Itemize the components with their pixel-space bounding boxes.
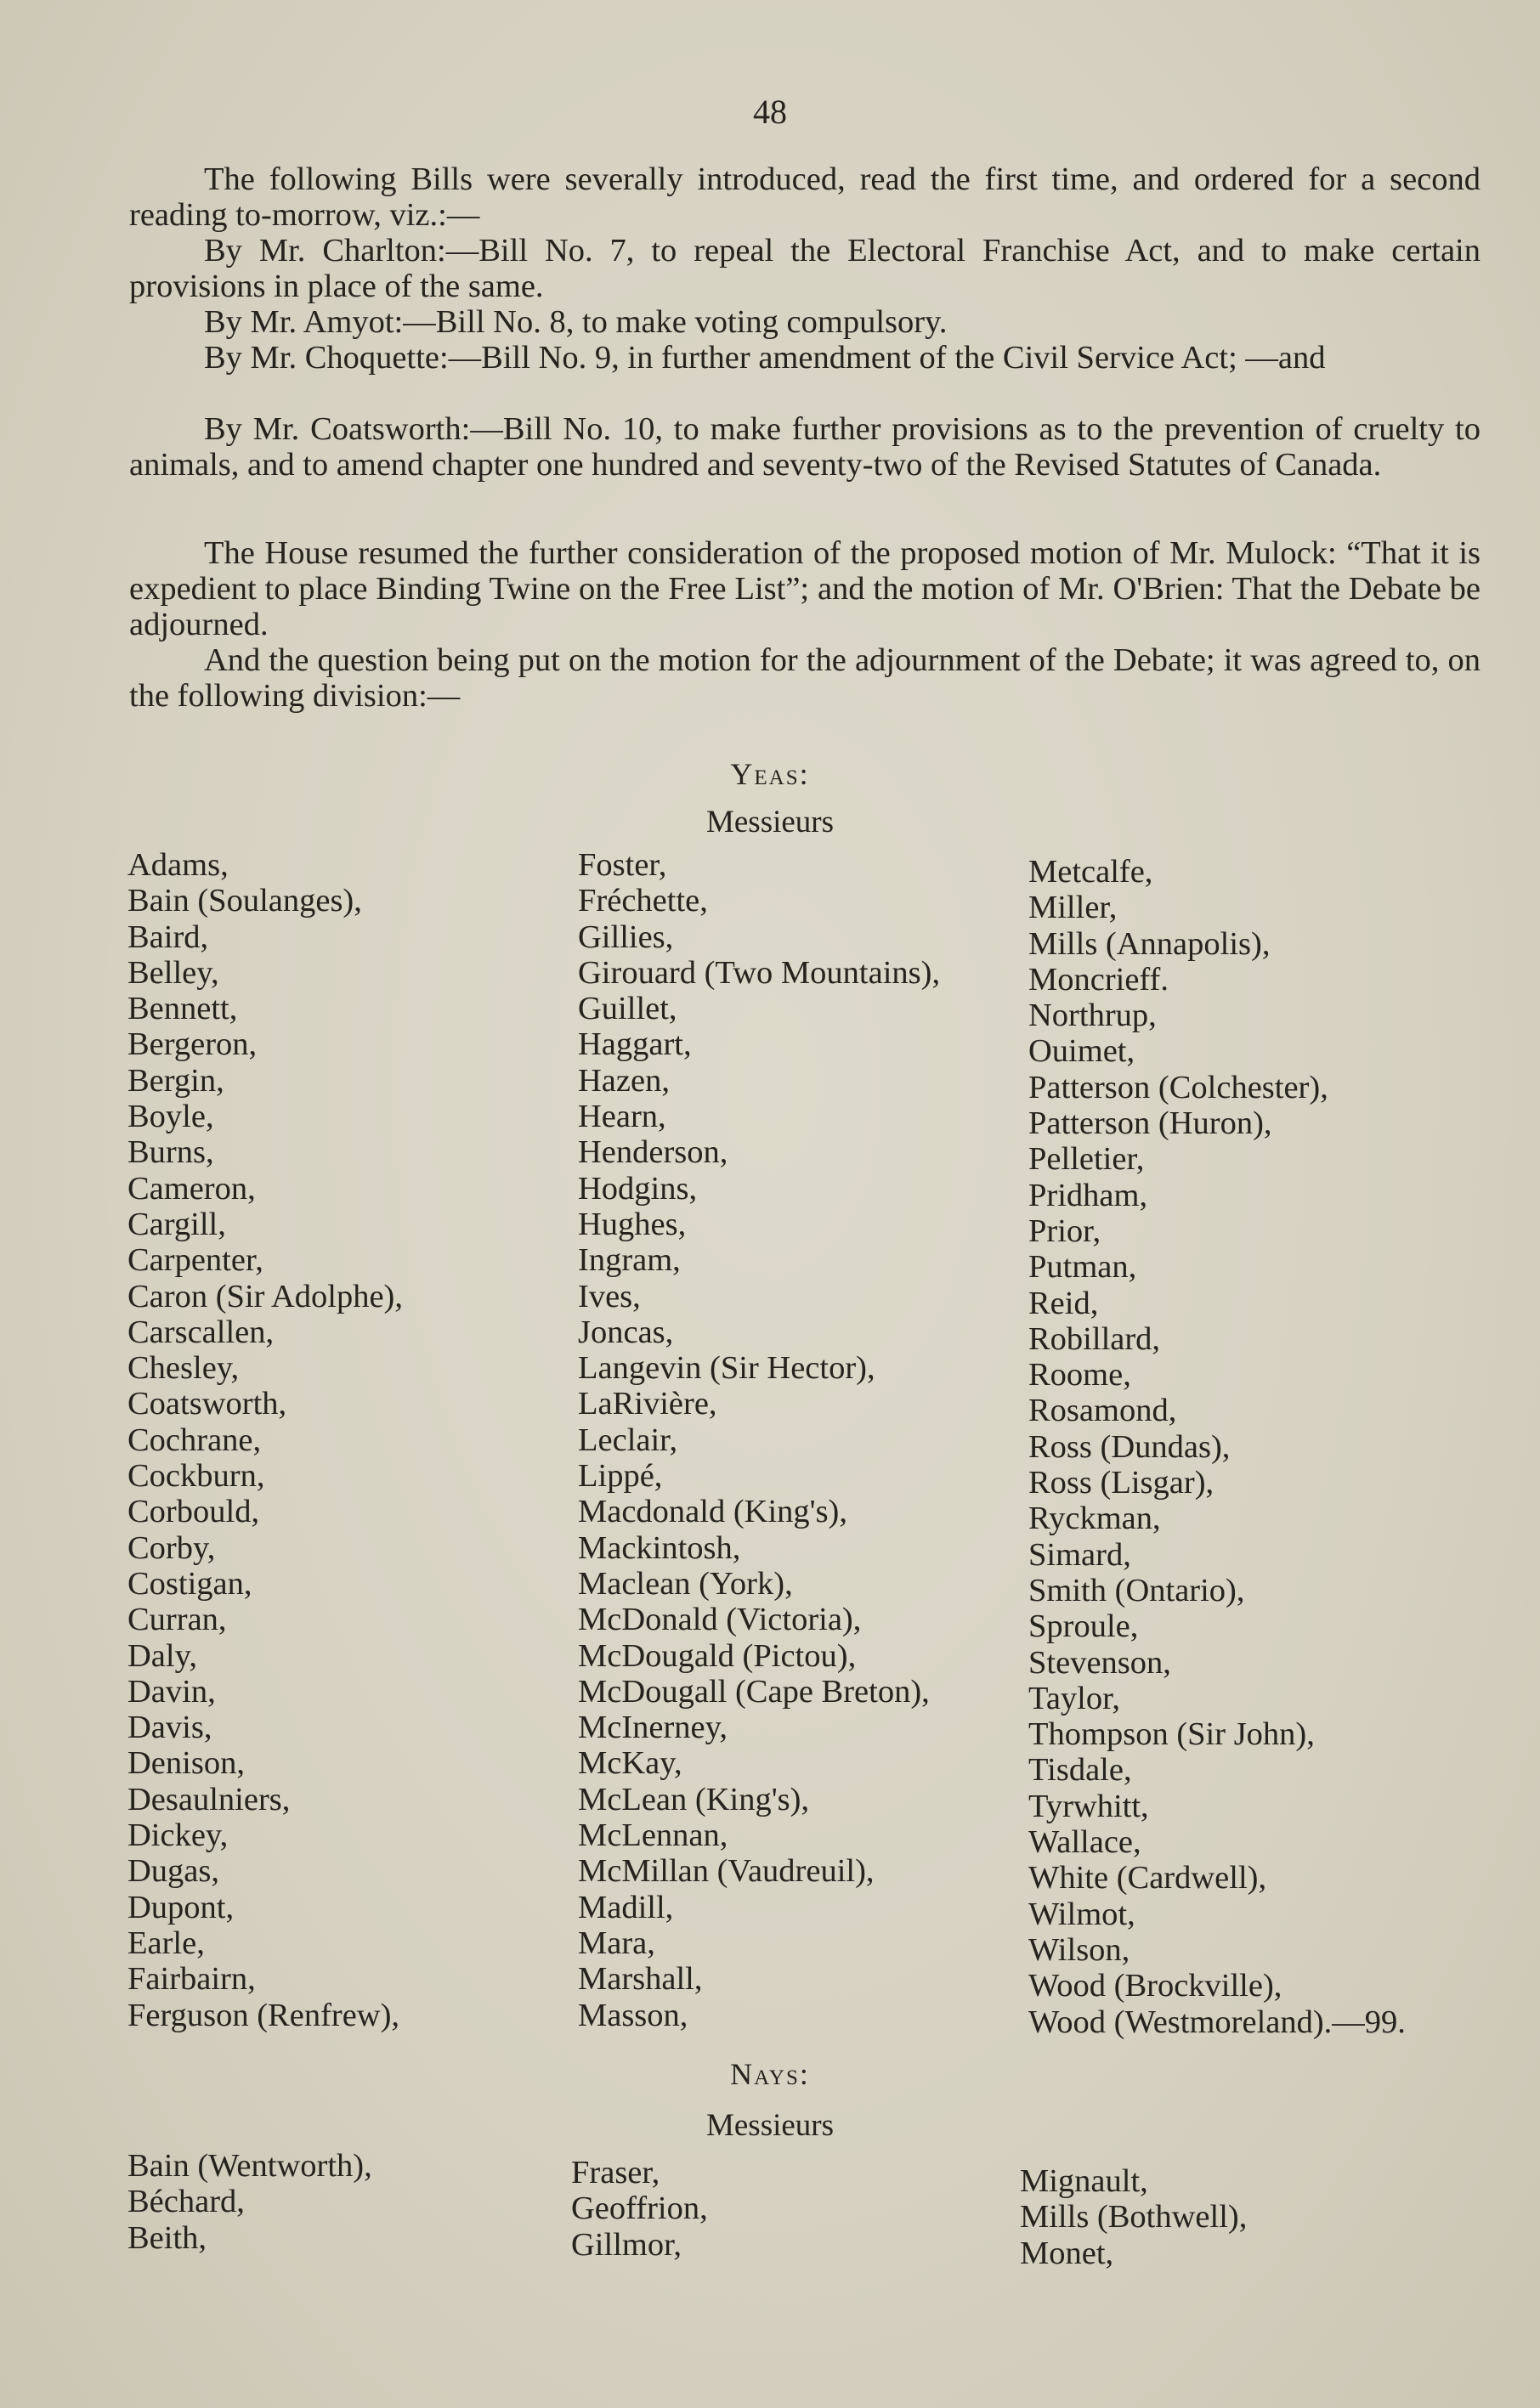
member-name: Ryckman, (1028, 1501, 1161, 1537)
member-name: McLennan, (578, 1817, 728, 1854)
member-name: Dickey, (127, 1817, 229, 1854)
member-name: Sproule, (1028, 1608, 1139, 1645)
member-name: Corbould, (127, 1494, 260, 1530)
member-name: Burns, (127, 1134, 214, 1171)
member-name: Davin, (127, 1673, 216, 1710)
member-name: Mackintosh, (578, 1529, 741, 1566)
member-name: Carpenter, (127, 1242, 263, 1279)
member-name: Denison, (127, 1745, 245, 1782)
member-name: Girouard (Two Mountains), (578, 954, 941, 991)
member-name: Chesley, (127, 1350, 240, 1387)
paragraph-house-resumed: The House resumed the further consideration of the proposed motion of Mr. Mulock: “That it is expedient to place Binding Twine on the Free List”; and the motion of Mr. O'Brien: That the Debate be adjourned. (129, 535, 1481, 642)
paragraph-bill-10: By Mr. Coatsworth:—Bill No. 10, to make further provisions as to the prevention of cruelty to animals, and to amend chapter one hundred and seventy-two of the Revised Statutes of Canada. (129, 411, 1481, 483)
member-name: Béchard, (127, 2184, 245, 2220)
member-name: Hearn, (578, 1099, 666, 1135)
member-name: Coatsworth, (127, 1386, 287, 1422)
member-name: Monet, (1020, 2235, 1114, 2271)
yeas-column-2 (578, 847, 940, 2033)
member-name: Pelletier, (1028, 1141, 1145, 1178)
member-name: Madill, (578, 1889, 674, 1925)
member-name: Earle, (127, 1925, 205, 1961)
paragraph-question-put: And the question being put on the motion for the adjournment of the Debate; it was agreed to, on the following division:— (129, 642, 1481, 714)
paragraph-bill-7: By Mr. Charlton:—Bill No. 7, to repeal the Electoral Franchise Act, and to make certain provisions in place of the same. (129, 233, 1481, 304)
member-name: Henderson, (578, 1134, 728, 1171)
member-name: Curran, (127, 1602, 227, 1638)
nays-messieurs: Messieurs (705, 2108, 835, 2143)
member-name: Ives, (578, 1278, 641, 1314)
member-name: McDonald (Victoria), (578, 1602, 862, 1638)
member-name: Ingram, (578, 1242, 681, 1279)
yeas-column-1 (127, 847, 403, 2033)
member-name: Ferguson (Renfrew), (127, 1997, 400, 2033)
member-name: Fairbairn, (127, 1961, 256, 1998)
member-name: Baird, (127, 919, 209, 955)
member-name: Tisdale, (1028, 1752, 1132, 1789)
member-name: Patterson (Colchester), (1028, 1069, 1328, 1105)
member-name: Mara, (578, 1925, 655, 1961)
member-name: Belley, (127, 954, 219, 991)
member-name: Mignault, (1020, 2163, 1148, 2199)
member-name: Adams, (127, 847, 229, 883)
member-name: Roome, (1028, 1357, 1131, 1393)
member-name: Miller, (1028, 890, 1118, 926)
member-name: Masson, (578, 1997, 688, 2033)
member-name: Thompson (Sir John), (1028, 1716, 1315, 1753)
member-name: Simard, (1028, 1536, 1131, 1573)
member-name: Lippé, (578, 1458, 663, 1495)
member-name: Ross (Dundas), (1028, 1428, 1231, 1465)
member-name: Cockburn, (127, 1458, 265, 1495)
member-name: McMillan (Vaudreuil), (578, 1853, 875, 1890)
member-name: Geoffrion, (571, 2190, 708, 2227)
member-name: Putman, (1028, 1249, 1137, 1286)
member-name: Costigan, (127, 1565, 252, 1602)
member-name: Wilson, (1028, 1931, 1130, 1968)
member-name: Prior, (1028, 1212, 1101, 1249)
member-name: Hodgins, (578, 1170, 698, 1207)
nays-column-3 (1020, 2163, 1247, 2271)
member-name: Bennett, (127, 991, 238, 1027)
member-name: Dupont, (127, 1889, 235, 1925)
nays-heading: Nays: (730, 2057, 810, 2091)
member-name: Taylor, (1028, 1680, 1121, 1716)
member-name: McInerney, (578, 1710, 728, 1746)
member-name: Boyle, (127, 1099, 214, 1135)
member-name: Cargill, (127, 1206, 226, 1242)
yeas-messieurs: Messieurs (705, 805, 835, 839)
member-name: Guillet, (578, 991, 677, 1027)
member-name: Beith, (127, 2219, 207, 2256)
nays-column-1 (127, 2148, 372, 2256)
member-name: Gillmor, (571, 2226, 682, 2263)
member-name: Langevin (Sir Hector), (578, 1350, 875, 1387)
member-name: Haggart, (578, 1026, 692, 1063)
yeas-heading: Yeas: (730, 757, 810, 791)
member-name: Carscallen, (127, 1314, 275, 1350)
member-name: Mills (Annapolis), (1028, 925, 1271, 962)
page-number: 48 (753, 93, 787, 131)
member-name: Wood (Brockville), (1028, 1968, 1282, 2004)
member-name: Patterson (Huron), (1028, 1105, 1272, 1142)
member-name: White (Cardwell), (1028, 1860, 1267, 1896)
member-name: Ross (Lisgar), (1028, 1465, 1214, 1501)
member-name: McKay, (578, 1745, 682, 1782)
member-name: Hughes, (578, 1206, 687, 1242)
member-name: Caron (Sir Adolphe), (127, 1278, 403, 1314)
member-name: McDougall (Cape Breton), (578, 1673, 930, 1710)
member-name: Smith (Ontario), (1028, 1572, 1245, 1608)
member-name: Bergin, (127, 1062, 224, 1099)
member-name: Davis, (127, 1710, 212, 1746)
member-name: Daly, (127, 1637, 197, 1674)
member-name: Hazen, (578, 1062, 670, 1099)
member-name: Corby, (127, 1529, 216, 1566)
member-name: Cochrane, (127, 1422, 262, 1458)
member-name: Reid, (1028, 1285, 1099, 1321)
member-name: Bain (Soulanges), (127, 883, 362, 919)
member-name: Dugas, (127, 1853, 219, 1890)
paragraph-bill-8: By Mr. Amyot:—Bill No. 8, to make voting compulsory. (204, 304, 948, 340)
member-name: Stevenson, (1028, 1644, 1171, 1681)
paragraph-bills-intro: The following Bills were severally introduced, read the first time, and ordered for a second reading to-morrow, viz.:— (129, 161, 1481, 233)
member-name: Desaulniers, (127, 1781, 291, 1817)
member-name: LaRivière, (578, 1386, 717, 1422)
member-name: Wallace, (1028, 1824, 1141, 1861)
member-name: Ouimet, (1028, 1033, 1135, 1070)
member-name: Wilmot, (1028, 1896, 1135, 1932)
yeas-column-3 (1028, 854, 1406, 2040)
member-name: Fréchette, (578, 883, 708, 919)
member-name: Tyrwhitt, (1028, 1788, 1149, 1824)
member-name: Moncrieff. (1028, 961, 1169, 998)
member-name: Gillies, (578, 919, 674, 955)
member-name: Marshall, (578, 1961, 703, 1998)
member-name: Bergeron, (127, 1026, 258, 1063)
member-name: Pridham, (1028, 1177, 1148, 1213)
member-name: Wood (Westmoreland).—99. (1028, 2004, 1406, 2040)
member-name: Maclean (York), (578, 1565, 793, 1602)
member-name: Robillard, (1028, 1320, 1161, 1357)
member-name: McDougald (Pictou), (578, 1637, 857, 1674)
member-name: Mills (Bothwell), (1020, 2199, 1248, 2236)
member-name: Northrup, (1028, 998, 1157, 1034)
paragraph-bill-9: By Mr. Choquette:—Bill No. 9, in further amendment of the Civil Service Act; —and (204, 340, 1326, 376)
member-name: Leclair, (578, 1422, 678, 1458)
member-name: Fraser, (571, 2155, 660, 2190)
member-name: Foster, (578, 847, 667, 883)
member-name: Macdonald (King's), (578, 1494, 848, 1530)
member-name: Bain (Wentworth), (127, 2148, 372, 2184)
member-name: McLean (King's), (578, 1781, 810, 1817)
member-name: Metcalfe, (1028, 854, 1153, 890)
nays-column-2 (571, 2155, 708, 2263)
member-name: Rosamond, (1028, 1393, 1177, 1429)
member-name: Joncas, (578, 1314, 674, 1350)
member-name: Cameron, (127, 1170, 256, 1207)
